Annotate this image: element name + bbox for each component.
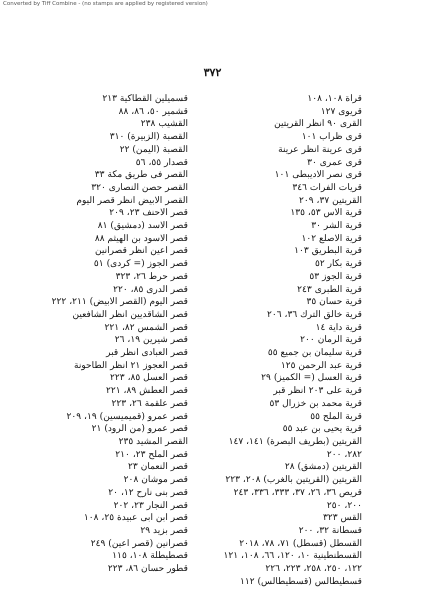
index-entry: القريتين (دمشق) ٢٨ (284, 462, 362, 473)
index-entry: قصر العسل ٨٥، ٢٢٣ (110, 373, 188, 384)
index-entry: قريوى ١٢٧ (320, 106, 362, 117)
index-entry: قصطيطلة ١٠٨، ١١٥ (112, 551, 188, 562)
index-entry: قرية على ٢٠٣ انظر قبر (273, 386, 362, 397)
index-entry: قصر بنى نارح ١٢، ٢٠ (108, 487, 188, 498)
index-entry: قصرانين (قصر اعين) ٢٤٩ (90, 538, 188, 549)
index-entry: قرى عرينة انظر عرينة (278, 144, 362, 155)
index-entry: القس ٣٢٣ (322, 513, 362, 524)
index-entry: قرى عمرى ٣٠ (307, 157, 362, 168)
index-entry: قصر عمرو (من الرود) ٢١ (91, 424, 188, 435)
index-entry: قصر الجوز (= كردى) ٥١ (93, 259, 188, 270)
index-entry: قصر حرط ٢٦، ٣٢٣ (115, 271, 188, 282)
index-entry: قرية الطبرى ٢٤٣ (297, 284, 362, 295)
index-entry: قرية خالق الترك ٣٦، ٢٠٦ (266, 309, 362, 320)
index-entry: قصر النجار ٢٣، ٢٠٢ (113, 500, 188, 511)
index-entry: قرية الاس ٥٣، ١٣٥ (290, 208, 362, 219)
index-entry: قصر العبادى انظر قبر (106, 348, 188, 359)
index-entry: قرية عبد الرحمن ١٢٥ (280, 360, 362, 371)
index-entry: القريتين (بطريف البصرة) ١٤١، ١٤٧ (228, 436, 362, 447)
index-entry: قرية حسان ٣٥ (306, 297, 362, 308)
index-entry: قصر عمرو (قميميسين) ١٩، ٢٠٩ (66, 411, 188, 422)
index-entry: قصر العجوز ٢١ انظر الطاحونة (73, 360, 188, 371)
index-entry: ٢٠٠، ٢٥٠ (326, 500, 362, 511)
index-entry: قرية الملح ٥٥ (310, 411, 362, 422)
index-entry: قرية العسل (= الكميز) ٢٩ (261, 373, 362, 384)
index-entry: ٢٨٢، ٢٠٠ (326, 449, 362, 460)
index-entry: قرية البطريق ١٠٣ (294, 246, 362, 257)
index-entry: القسطنطينية ١٠، ١٢٠، ٦٦، ١٠٨، ١٢١ (223, 551, 362, 562)
index-entry: القريتين (القريتين بالغرب) ٢٠٨، ٢٢٣ (225, 475, 362, 486)
index-entry: قرية الرمان ٢٠٠ (300, 335, 362, 346)
index-entry: قرى نصر الاديبطى ١٠١ (274, 170, 362, 181)
index-entry: قرية الجوز ٥٣ (309, 271, 362, 282)
index-entry: قريات الفرات ٣٤٦ (292, 182, 362, 193)
index-entry: قصر ابن ابى عبيدة ٢٥، ١٠٨ (83, 513, 188, 524)
index-entry: قشمير ٥٠، ٨٦، ٨٨ (118, 106, 188, 117)
index-entry: قصر الشمس ٨٢، ٢٢١ (104, 322, 188, 333)
index-entry: قرى ظراب ١٠١ (301, 132, 362, 143)
index-entry: قصر بزيد ٢٩ (140, 525, 188, 536)
index-entry: القصبة (الزبيرة) ٣١٠ (109, 132, 188, 143)
index-entry: قرية الاصلع ١٠٢ (301, 233, 362, 244)
index-entry: قصدار ٥٥، ٥٦ (135, 157, 188, 168)
index-entry: قصر الدرى ٨٥، ٢٢٠ (113, 284, 188, 295)
index-entry: القريتين ٣٧، ٢٠٩ (298, 195, 362, 206)
index-entry: القصر المشيد ٢٣٥ (118, 436, 188, 447)
index-entry: قرية يحيى بن عبد ٥٥ (282, 424, 362, 435)
index-entry: القرى ٩٠ انظر القريتين (274, 119, 362, 130)
index-entry: القسطل (قسطل) ٧١، ٧٨، ٢٠١٨ (239, 538, 362, 549)
index-entry: القصر فى طريق مكة ٣٣ (94, 170, 188, 181)
index-entry: قصر النعمان ٢٣ (128, 462, 188, 473)
index-entry: قسطيطالس (قسطيطالس) ١١٢ (239, 576, 362, 587)
index-entry: قطور حسان ٨٦، ٢٢٣ (107, 564, 188, 575)
index-entry: قرية بكار ٥٢ (314, 259, 362, 270)
index-entry: قراة ١٠٨، ١٠٨ (307, 94, 362, 104)
index-entry: قصر العطش ٨٩، ٢٢١ (105, 386, 188, 397)
index-entry: القشيب ٢٣٨ (140, 119, 188, 130)
index-entry: قصر علقمة ٢٦، ٢٢٣ (111, 398, 188, 409)
index-entry: قصر الاسود بن الهيثم ٨٨ (94, 233, 188, 244)
index-entry: قصر اليوم (القصر الابيض) ٢١١، ٢٢٢ (51, 297, 188, 308)
index-entry: قريص ٣٦، ٢٦، ٣٧، ٣٣٣، ٣٣٦، ٢٤٣ (233, 487, 362, 498)
index-entry: قرية داية ١٤ (315, 322, 362, 333)
index-entry: قصر الاسد (دمشيق) ٨١ (97, 221, 188, 232)
index-entry: قصر الاحنف ٢٣، ٢٠٩ (109, 208, 188, 219)
index-entry: قصر الملح ٢٣، ٢١٠ (115, 449, 188, 460)
index-entry: قرية محمد بن خزرال ٥٣ (269, 398, 362, 409)
index-entry: القصر الابيض انظر قصر اليوم (76, 195, 188, 206)
index-entry: القصر حصن النصارى ٣٢٠ (91, 182, 188, 193)
index-entry: قرية سليمان بن جميع ٥٥ (267, 348, 362, 359)
index-entry: قصر اعين انظر قصرانين (94, 246, 188, 257)
index-entry: قصر شيرين ١٩، ٢٦ (114, 335, 188, 346)
index-entry: قسطانة ٣٢، ٢٠٠ (298, 525, 362, 536)
converter-note: Converted by Tiff Combine - (no stamps are applied by registered version) (3, 1, 208, 7)
page-number: ٣٧٢ (203, 66, 222, 79)
index-column-right (196, 93, 362, 588)
index-entry: قرية الشر ٣٠ (311, 221, 362, 232)
index-entry: ١٢٢، ٢٥٠، ٢٥٨، ٢٢٣، ٢٢٦ (265, 564, 362, 575)
index-entry: قصر موشان ٢٠٨ (123, 475, 188, 486)
index-entry: القصبة (اليمن) ٢٢ (119, 144, 188, 155)
index-column-left (12, 93, 188, 576)
index-entry: قصر الشاقديين انظر الشافعين (72, 309, 188, 320)
index-entry: قسميلين القطاكية ٢١٣ (102, 94, 188, 104)
